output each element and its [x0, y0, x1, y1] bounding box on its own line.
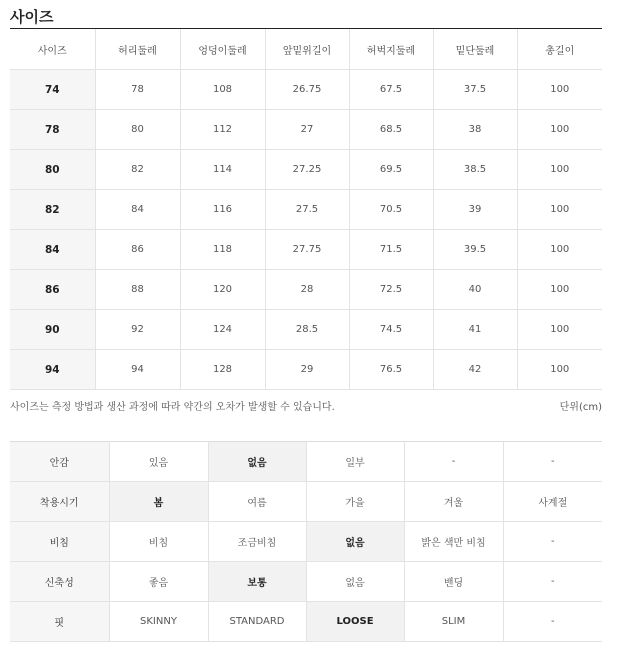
hem-value: 41 — [433, 310, 517, 350]
attribute-row-transparency — [10, 522, 602, 562]
attribute-row-fit — [10, 602, 602, 642]
size-label: 84 — [10, 230, 95, 270]
attribute-option-selected: 없음 — [306, 522, 404, 562]
hem-value: 40 — [433, 270, 517, 310]
length-value: 100 — [517, 190, 602, 230]
attribute-option: 좋음 — [109, 562, 208, 602]
attribute-option: 비침 — [109, 522, 208, 562]
hem-value: 42 — [433, 350, 517, 390]
size-label: 82 — [10, 190, 95, 230]
table-row — [10, 270, 602, 310]
attribute-option: 밴딩 — [404, 562, 503, 602]
hip-value: 118 — [180, 230, 265, 270]
size-label: 74 — [10, 70, 95, 110]
thigh-value: 72.5 — [349, 270, 433, 310]
attribute-label: 신축성 — [10, 562, 109, 602]
hip-value: 114 — [180, 150, 265, 190]
hem-value: 39 — [433, 190, 517, 230]
length-value: 100 — [517, 270, 602, 310]
attribute-row-lining — [10, 442, 602, 482]
table-row — [10, 110, 602, 150]
hip-value: 108 — [180, 70, 265, 110]
length-value: 100 — [517, 110, 602, 150]
attribute-option: - — [503, 602, 602, 642]
length-value: 100 — [517, 150, 602, 190]
attribute-row-stretch — [10, 562, 602, 602]
table-row — [10, 150, 602, 190]
attribute-option: 겨울 — [404, 482, 503, 522]
waist-value: 82 — [95, 150, 180, 190]
col-header-front-rise: 앞밑위길이 — [265, 29, 349, 70]
attribute-option: 조금비침 — [208, 522, 306, 562]
table-row — [10, 70, 602, 110]
size-table — [10, 29, 602, 390]
attribute-option-selected: LOOSE — [306, 602, 404, 642]
hem-value: 38 — [433, 110, 517, 150]
size-disclaimer: 사이즈는 측정 방법과 생산 과정에 따라 약간의 오차가 발생할 수 있습니다. — [10, 402, 335, 413]
unit-label: 단위(cm) — [559, 402, 602, 413]
size-label: 78 — [10, 110, 95, 150]
thigh-value: 71.5 — [349, 230, 433, 270]
waist-value: 92 — [95, 310, 180, 350]
front-rise-value: 27.25 — [265, 150, 349, 190]
attribute-option: 사계절 — [503, 482, 602, 522]
attribute-option: SLIM — [404, 602, 503, 642]
attribute-option: 가을 — [306, 482, 404, 522]
hem-value: 38.5 — [433, 150, 517, 190]
attribute-option: - — [503, 562, 602, 602]
attribute-option: 밝은 색만 비침 — [404, 522, 503, 562]
hip-value: 112 — [180, 110, 265, 150]
attribute-option: - — [404, 442, 503, 482]
front-rise-value: 26.75 — [265, 70, 349, 110]
attribute-option-selected: 없음 — [208, 442, 306, 482]
hem-value: 39.5 — [433, 230, 517, 270]
front-rise-value: 28.5 — [265, 310, 349, 350]
size-label: 86 — [10, 270, 95, 310]
thigh-value: 69.5 — [349, 150, 433, 190]
attribute-row-season — [10, 482, 602, 522]
attribute-option: STANDARD — [208, 602, 306, 642]
front-rise-value: 28 — [265, 270, 349, 310]
hip-value: 124 — [180, 310, 265, 350]
thigh-value: 68.5 — [349, 110, 433, 150]
hip-value: 116 — [180, 190, 265, 230]
attribute-option: - — [503, 522, 602, 562]
table-row — [10, 310, 602, 350]
attribute-option: 없음 — [306, 562, 404, 602]
col-header-size: 사이즈 — [10, 29, 95, 70]
attribute-option-selected: 보통 — [208, 562, 306, 602]
waist-value: 94 — [95, 350, 180, 390]
thigh-value: 74.5 — [349, 310, 433, 350]
size-label: 94 — [10, 350, 95, 390]
thigh-value: 67.5 — [349, 70, 433, 110]
col-header-thigh: 허벅지둘레 — [349, 29, 433, 70]
length-value: 100 — [517, 350, 602, 390]
hem-value: 37.5 — [433, 70, 517, 110]
attribute-option-selected: 봄 — [109, 482, 208, 522]
attribute-label: 안감 — [10, 442, 109, 482]
col-header-hip: 엉덩이둘레 — [180, 29, 265, 70]
table-row — [10, 190, 602, 230]
thigh-value: 76.5 — [349, 350, 433, 390]
hip-value: 128 — [180, 350, 265, 390]
size-table-header-row — [10, 29, 602, 70]
col-header-length: 총길이 — [517, 29, 602, 70]
size-label: 80 — [10, 150, 95, 190]
front-rise-value: 29 — [265, 350, 349, 390]
waist-value: 80 — [95, 110, 180, 150]
length-value: 100 — [517, 70, 602, 110]
front-rise-value: 27 — [265, 110, 349, 150]
attribute-label: 착용시기 — [10, 482, 109, 522]
col-header-waist: 허리둘레 — [95, 29, 180, 70]
waist-value: 78 — [95, 70, 180, 110]
front-rise-value: 27.5 — [265, 190, 349, 230]
waist-value: 88 — [95, 270, 180, 310]
section-title: 사이즈 — [10, 8, 54, 26]
table-row — [10, 230, 602, 270]
hip-value: 120 — [180, 270, 265, 310]
attribute-option: - — [503, 442, 602, 482]
waist-value: 86 — [95, 230, 180, 270]
attribute-option: 있음 — [109, 442, 208, 482]
table-row — [10, 350, 602, 390]
size-label: 90 — [10, 310, 95, 350]
attribute-table — [10, 441, 602, 642]
attribute-option: SKINNY — [109, 602, 208, 642]
attribute-option: 일부 — [306, 442, 404, 482]
waist-value: 84 — [95, 190, 180, 230]
length-value: 100 — [517, 230, 602, 270]
length-value: 100 — [517, 310, 602, 350]
attribute-label: 비침 — [10, 522, 109, 562]
thigh-value: 70.5 — [349, 190, 433, 230]
attribute-option: 여름 — [208, 482, 306, 522]
col-header-hem: 밑단둘레 — [433, 29, 517, 70]
attribute-label: 핏 — [10, 602, 109, 642]
front-rise-value: 27.75 — [265, 230, 349, 270]
